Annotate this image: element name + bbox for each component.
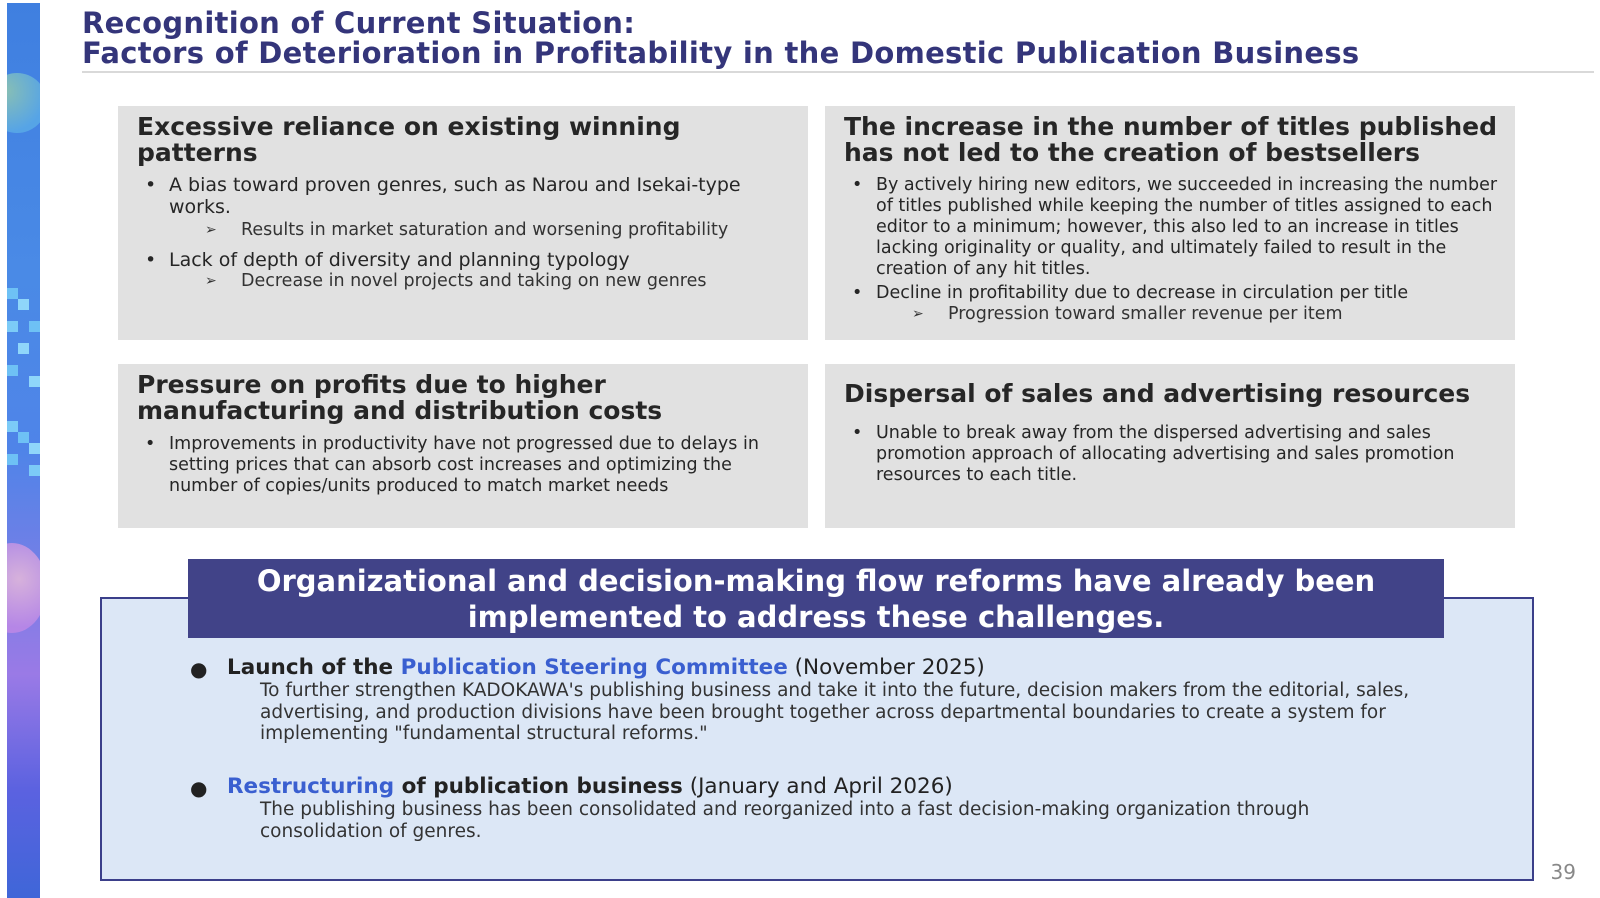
decorative-pixel xyxy=(7,454,18,465)
decorative-side-strip xyxy=(7,3,40,898)
factor-bullet: • Unable to break away from the dispersed advertising and sales promotion approach of allocating advertising and sales promotion resources to each title. xyxy=(844,423,1499,486)
factor-bullet: • Lack of depth of diversity and planning typology xyxy=(137,249,792,271)
reform-item-highlight: Restructuring xyxy=(227,774,395,799)
factor-box-manufacturing-costs xyxy=(118,364,808,528)
factor-box-titles-bestsellers xyxy=(825,106,1515,340)
reform-item-date: (November 2025) xyxy=(787,655,985,680)
decorative-pixel xyxy=(7,421,18,432)
reform-item-description: To further strengthen KADOKAWA's publishing business and take it into the future, decision makers from the editorial, sales, advertising, and production divisions have been brought together across departmental boundaries to create a system for implementing "fundamental structural reforms." xyxy=(260,680,1410,744)
decorative-pixel xyxy=(29,443,40,454)
factor-sub-bullet: ➢ Results in market saturation and worsening profitability xyxy=(137,220,792,241)
page-title-line2: Factors of Deterioration in Profitability in the Domestic Publication Business xyxy=(82,36,1360,70)
factor-heading: Dispersal of sales and advertising resources xyxy=(844,379,1471,408)
factor-bullet: • By actively hiring new editors, we succeeded in increasing the number of titles published while keeping the number of titles assigned to each editor to a minimum; however, this also led to an increase in titles lacking originality or quality, and ultimately failed to result in the creation of any hit titles. xyxy=(844,175,1499,280)
decorative-pixel xyxy=(29,376,40,387)
decorative-curve xyxy=(7,73,40,133)
decorative-pixel xyxy=(7,365,18,376)
factor-bullet: • A bias toward proven genres, such as Narou and Isekai-type works. xyxy=(137,174,792,218)
decorative-pixel xyxy=(29,321,40,332)
page-title-line1: Recognition of Current Situation: xyxy=(82,6,636,40)
factor-box-advertising-resources xyxy=(825,364,1515,528)
factor-bullet: • Improvements in productivity have not progressed due to delays in setting prices that can absorb cost increases and optimizing the number of copies/units produced to match market needs xyxy=(137,434,792,497)
decorative-pixel xyxy=(18,432,29,443)
bullet-dot-icon: ● xyxy=(190,657,208,681)
page-number: 39 xyxy=(1550,860,1576,884)
factor-sub-bullet: ➢ Progression toward smaller revenue per item xyxy=(844,304,1499,325)
factor-sub-bullet: ➢ Decrease in novel projects and taking on new genres xyxy=(137,271,792,292)
factor-bullet: • Decline in profitability due to decrease in circulation per title xyxy=(844,283,1499,304)
reform-item-heading xyxy=(227,774,953,800)
factor-heading: The increase in the number of titles published has not led to the creation of bestsellers xyxy=(844,112,1497,167)
factor-box-winning-patterns xyxy=(118,106,808,340)
title-divider xyxy=(82,71,1594,73)
reform-item-date: (January and April 2026) xyxy=(682,774,953,799)
banner-line1: Organizational and decision-making flow reforms have already been xyxy=(256,563,1376,598)
factor-heading: Pressure on profits due to higher manufacturing and distribution costs xyxy=(137,370,663,425)
reform-item-suffix: of publication business xyxy=(394,774,683,799)
decorative-pixel xyxy=(7,321,18,332)
reform-item-committee xyxy=(190,655,1420,745)
decorative-pixel xyxy=(7,288,18,299)
bullet-dot-icon: ● xyxy=(190,776,208,800)
reforms-banner xyxy=(188,559,1444,638)
reform-item-restructuring xyxy=(190,774,1420,844)
factor-heading: Excessive reliance on existing winning patterns xyxy=(137,112,681,167)
reform-item-highlight: Publication Steering Committee xyxy=(400,655,788,680)
decorative-pixel xyxy=(18,343,29,354)
page-title xyxy=(82,8,1359,68)
reform-item-heading xyxy=(227,655,985,681)
banner-line2: implemented to address these challenges. xyxy=(467,599,1165,634)
reform-item-prefix: Launch of the xyxy=(227,655,401,680)
reform-item-description: The publishing business has been consolidated and reorganized into a fast decision-making organization through consolidation of genres. xyxy=(260,799,1310,842)
decorative-pixel xyxy=(29,465,40,476)
decorative-curve xyxy=(7,543,40,633)
decorative-pixel xyxy=(18,299,29,310)
